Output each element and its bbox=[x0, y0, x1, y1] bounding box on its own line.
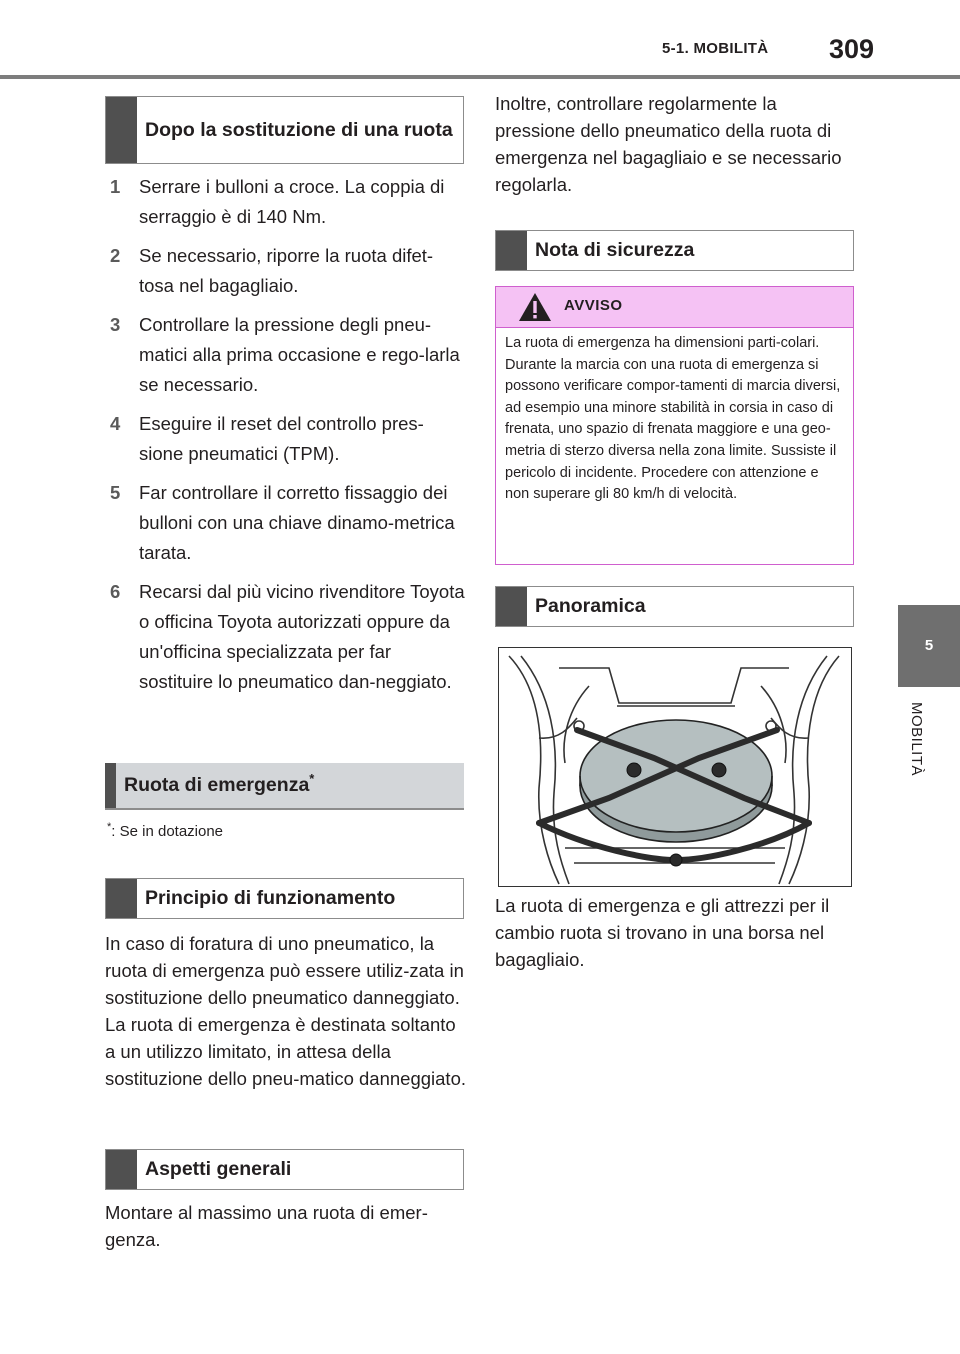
step-text: Eseguire il reset del controllo pres-sione pneumatici (TPM). bbox=[139, 413, 424, 464]
step-item bbox=[108, 577, 468, 697]
chapter-label: MOBILITÀ bbox=[908, 702, 925, 777]
footnote-text: : Se in dotazione bbox=[111, 823, 224, 840]
step-text: Far controllare il corretto fissaggio dei bulloni con una chiave dinamo-metrica tarata. bbox=[139, 482, 455, 563]
principle-paragraph: In caso di foratura di uno pneumatico, la ruota di emergenza può essere utiliz-zata in sostituzione dello pneumatico danneggiato. La ruota di emergenza è destinata soltanto a un utilizzo limitato, in attesa della sostituzione dello pneu-matico danneggiato. bbox=[105, 933, 466, 1089]
step-text: Recarsi dal più vicino rivenditore Toyota o officina Toyota autorizzati oppure da un'officina specializzata per far sostituire lo pneumatico dan-neggiato. bbox=[139, 581, 465, 692]
warning-box bbox=[495, 286, 854, 565]
page-number: 309 bbox=[829, 34, 875, 64]
footnote-mark: * bbox=[107, 821, 112, 833]
spare-wheel-illustration bbox=[498, 647, 852, 887]
heading-after-replacement bbox=[105, 96, 464, 164]
heading-bar bbox=[106, 879, 137, 918]
step-text: Serrare i bulloni a croce. La coppia di serraggio è di 140 Nm. bbox=[139, 176, 445, 227]
warning-title: AVVISO bbox=[564, 297, 623, 314]
heading-principle bbox=[105, 878, 464, 919]
step-number: 4 bbox=[110, 413, 121, 434]
heading-text: Nota di sicurezza bbox=[535, 239, 695, 261]
section-heading-spare-wheel bbox=[105, 763, 464, 810]
step-number: 6 bbox=[110, 581, 121, 602]
heading-bar bbox=[106, 97, 137, 163]
step-number: 5 bbox=[110, 482, 121, 503]
heading-bar bbox=[496, 587, 527, 626]
trunk-illustration bbox=[499, 648, 850, 885]
step-number: 2 bbox=[110, 245, 121, 266]
heading-overview bbox=[495, 586, 854, 627]
heading-safety bbox=[495, 230, 854, 271]
step-number: 1 bbox=[110, 176, 121, 197]
step-text: Se necessario, riporre la ruota difet-tosa nel bagagliaio. bbox=[139, 245, 434, 296]
heading-bar bbox=[496, 231, 527, 270]
step-number: 3 bbox=[110, 314, 121, 335]
warning-header bbox=[496, 287, 853, 328]
heading-text: Dopo la sostituzione di una ruota bbox=[145, 118, 453, 141]
step-item bbox=[108, 478, 468, 568]
section-heading-text: Ruota di emergenza * bbox=[124, 771, 315, 796]
section-bar bbox=[105, 763, 116, 808]
footnote bbox=[107, 821, 223, 840]
heading-text: Panoramica bbox=[535, 595, 646, 617]
heading-text: Aspetti generali bbox=[145, 1158, 292, 1180]
step-item bbox=[108, 241, 468, 301]
footnote-marker: * bbox=[309, 771, 315, 786]
intro-paragraph: Inoltre, controllare regolarmente la pressione dello pneumatico della ruota di emergenza nel bagagliaio e se necessario regolarla. bbox=[495, 93, 842, 195]
step-item bbox=[108, 172, 468, 232]
figure-caption: La ruota di emergenza e gli attrezzi per il cambio ruota si trovano in una borsa nel bagagliaio. bbox=[495, 895, 830, 970]
heading-bar bbox=[106, 1150, 137, 1189]
chapter-tab: 5 bbox=[898, 605, 960, 687]
warning-text: La ruota di emergenza ha dimensioni parti-colari. Durante la marcia con una ruota di emergenza si possono verificare compor-tamenti di marcia diversi, ad esempio una minore stabilità in corsia in caso di frenata, uno spazio di frenata maggiore e una geo-metria di sterzo diversa nella zona limite. Sussiste il pericolo di incidente. Procedere con attenzione e non superare gli 80 km/h di velocità. bbox=[505, 335, 841, 503]
section-title: 5-1. MOBILITÀ bbox=[662, 40, 769, 57]
step-text: Controllare la pressione degli pneu-matici alla prima occasione e rego-larla se necessario. bbox=[139, 314, 460, 395]
heading-general bbox=[105, 1149, 464, 1190]
step-item bbox=[108, 310, 468, 400]
steps-list bbox=[108, 172, 468, 706]
header-rule bbox=[0, 75, 960, 79]
general-paragraph: Montare al massimo una ruota di emer-genza. bbox=[105, 1202, 428, 1250]
heading-text: Principio di funzionamento bbox=[145, 887, 396, 909]
step-item bbox=[108, 409, 468, 469]
warning-triangle-icon bbox=[518, 292, 552, 322]
